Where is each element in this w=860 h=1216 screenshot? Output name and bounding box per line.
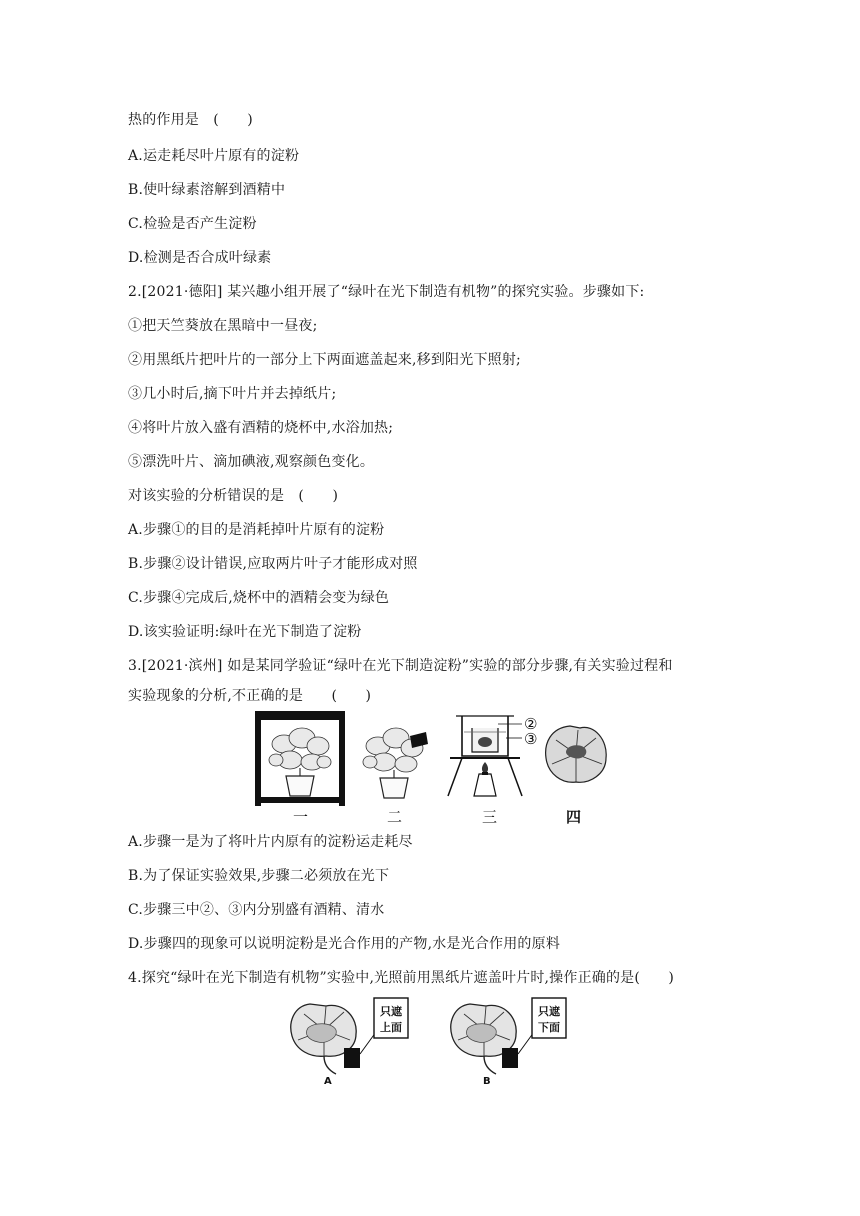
question-2-option-a: A.步骤①的目的是消耗掉叶片原有的淀粉 [128, 522, 385, 538]
step-label-4: 四 [566, 808, 582, 826]
question-2-step-5: ⑤漂洗叶片、滴加碘液,观察颜色变化。 [128, 454, 375, 470]
question-3-option-b: B.为了保证实验效果,步骤二必须放在光下 [128, 868, 390, 884]
question-2-step-1: ①把天竺葵放在黑暗中一昼夜; [128, 318, 318, 334]
marker-circled-2: ② [524, 715, 538, 733]
question-1-option-c: C.检验是否产生淀粉 [128, 216, 257, 232]
question-4-figure [280, 994, 580, 1088]
panel-a-label: A [324, 1076, 332, 1087]
step-label-2: 二 [387, 808, 403, 826]
question-3-option-d: D.步骤四的现象可以说明淀粉是光合作用的产物,水是光合作用的原料 [128, 936, 561, 952]
question-1-option-b: B.使叶绿素溶解到酒精中 [128, 182, 286, 198]
panel-b-callout-line-1: 只遮 [538, 1005, 560, 1018]
step-2-covered-leaf-illustration [363, 728, 428, 798]
step-4-leaf-illustration [546, 726, 607, 782]
question-2-stem: 2.[2021·德阳] 某兴趣小组开展了“绿叶在光下制造有机物”的探究实验。步骤如下: [128, 284, 645, 300]
question-2-step-4: ④将叶片放入盛有酒精的烧杯中,水浴加热; [128, 420, 394, 436]
question-2-step-3: ③几小时后,摘下叶片并去掉纸片; [128, 386, 337, 402]
step-label-3: 三 [482, 808, 498, 826]
question-3-option-c: C.步骤三中②、③内分别盛有酒精、清水 [128, 902, 385, 918]
question-3-stem: 3.[2021·滨州] 如是某同学验证“绿叶在光下制造淀粉”实验的部分步骤,有关实验过程和 [128, 658, 673, 674]
panel-a-callout-line-1: 只遮 [380, 1005, 402, 1018]
marker-circled-3: ③ [524, 730, 538, 748]
question-1-stem-tail: 热的作用是 ( ) [128, 112, 253, 128]
step-1-dark-box-illustration [258, 714, 342, 806]
question-1-option-d: D.检测是否合成叶绿素 [128, 250, 272, 266]
panel-b-callout-line-2: 下面 [538, 1021, 560, 1034]
panel-a-callout-line-2: 上面 [380, 1021, 402, 1034]
question-3-figure [250, 710, 620, 828]
question-2-option-c: C.步骤④完成后,烧杯中的酒精会变为绿色 [128, 590, 390, 606]
question-2-option-d: D.该实验证明:绿叶在光下制造了淀粉 [128, 624, 362, 640]
question-2-step-2: ②用黑纸片把叶片的一部分上下两面遮盖起来,移到阳光下照射; [128, 352, 521, 368]
panel-b-label: B [483, 1076, 491, 1087]
question-3-stem-cont: 实验现象的分析,不正确的是 ( ) [128, 688, 372, 704]
step-3-water-bath-illustration [448, 716, 522, 796]
question-4-stem: 4.探究“绿叶在光下制造有机物”实验中,光照前用黑纸片遮盖叶片时,操作正确的是( ) [128, 970, 675, 986]
question-3-option-a: A.步骤一是为了将叶片内原有的淀粉运走耗尽 [128, 834, 413, 850]
question-2-option-b: B.步骤②设计错误,应取两片叶子才能形成对照 [128, 556, 418, 572]
question-2-prompt: 对该实验的分析错误的是 ( ) [128, 488, 339, 504]
step-label-1: 一 [293, 808, 309, 826]
question-1-option-a: A.运走耗尽叶片原有的淀粉 [128, 148, 300, 164]
